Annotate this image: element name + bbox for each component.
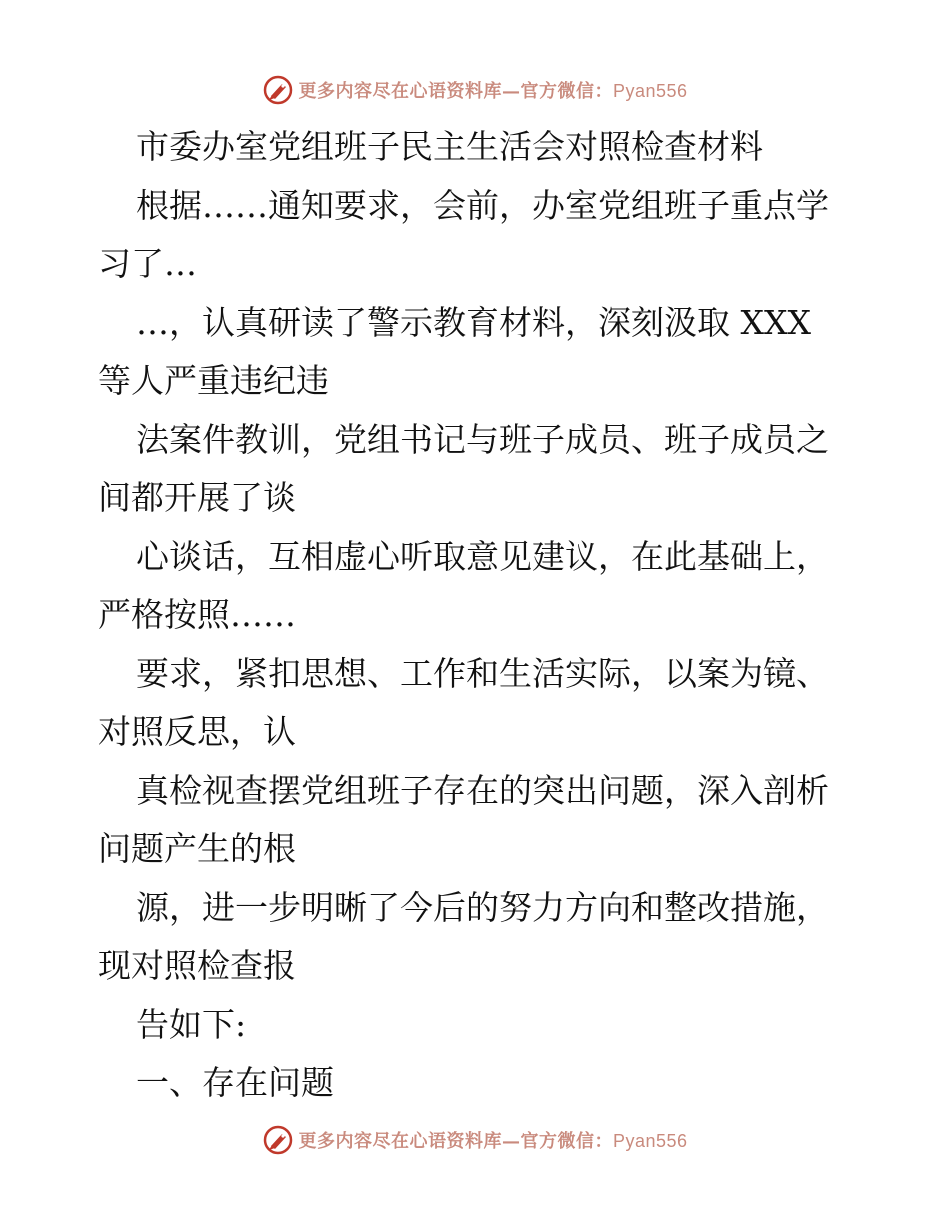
document-line: 习了… <box>98 244 197 283</box>
header-banner-title: 更多内容尽在心语资料库—官方微信： <box>298 81 613 102</box>
footer-banner-wechat: Pyan556 <box>612 1131 688 1151</box>
document-body <box>98 118 858 1113</box>
footer-banner-inner <box>262 1124 687 1156</box>
header-banner-wechat: Pyan556 <box>612 81 688 101</box>
document-line: 等人严重违纪违 <box>98 361 329 400</box>
header-banner <box>0 70 950 110</box>
document-line: 一、存在问题 <box>136 1063 334 1102</box>
document-line: 间都开展了谈 <box>98 478 296 517</box>
header-banner-inner <box>262 74 687 106</box>
document-line: 严格按照…… <box>98 595 296 634</box>
pen-nib-logo-icon <box>262 1124 294 1156</box>
document-line: 问题产生的根 <box>98 829 296 868</box>
document-line: 对照反思，认 <box>98 712 296 751</box>
pen-nib-logo-icon <box>262 74 294 106</box>
footer-banner-text <box>298 1127 687 1153</box>
document-line: 心谈话，互相虚心听取意见建议，在此基础上， <box>136 536 829 576</box>
header-banner-text <box>298 77 687 103</box>
document-line: …，认真研读了警示教育材料，深刻汲取 XXX <box>136 302 811 342</box>
document-line: 真检视查摆党组班子存在的突出问题，深入剖析 <box>136 770 829 810</box>
footer-banner-title: 更多内容尽在心语资料库—官方微信： <box>298 1131 613 1152</box>
document-line: 要求，紧扣思想、工作和生活实际，以案为镜、 <box>136 653 829 693</box>
document-line: 源，进一步明晰了今后的努力方向和整改措施， <box>136 887 829 927</box>
document-line: 现对照检查报 <box>98 946 296 985</box>
document-line: 根据……通知要求，会前，办室党组班子重点学 <box>136 185 829 225</box>
document-line: 告如下: <box>136 1004 247 1044</box>
document-line: 法案件教训，党组书记与班子成员、班子成员之 <box>136 419 829 459</box>
document-line: 市委办室党组班子民主生活会对照检查材料 <box>136 127 763 166</box>
footer-banner <box>0 1120 950 1160</box>
